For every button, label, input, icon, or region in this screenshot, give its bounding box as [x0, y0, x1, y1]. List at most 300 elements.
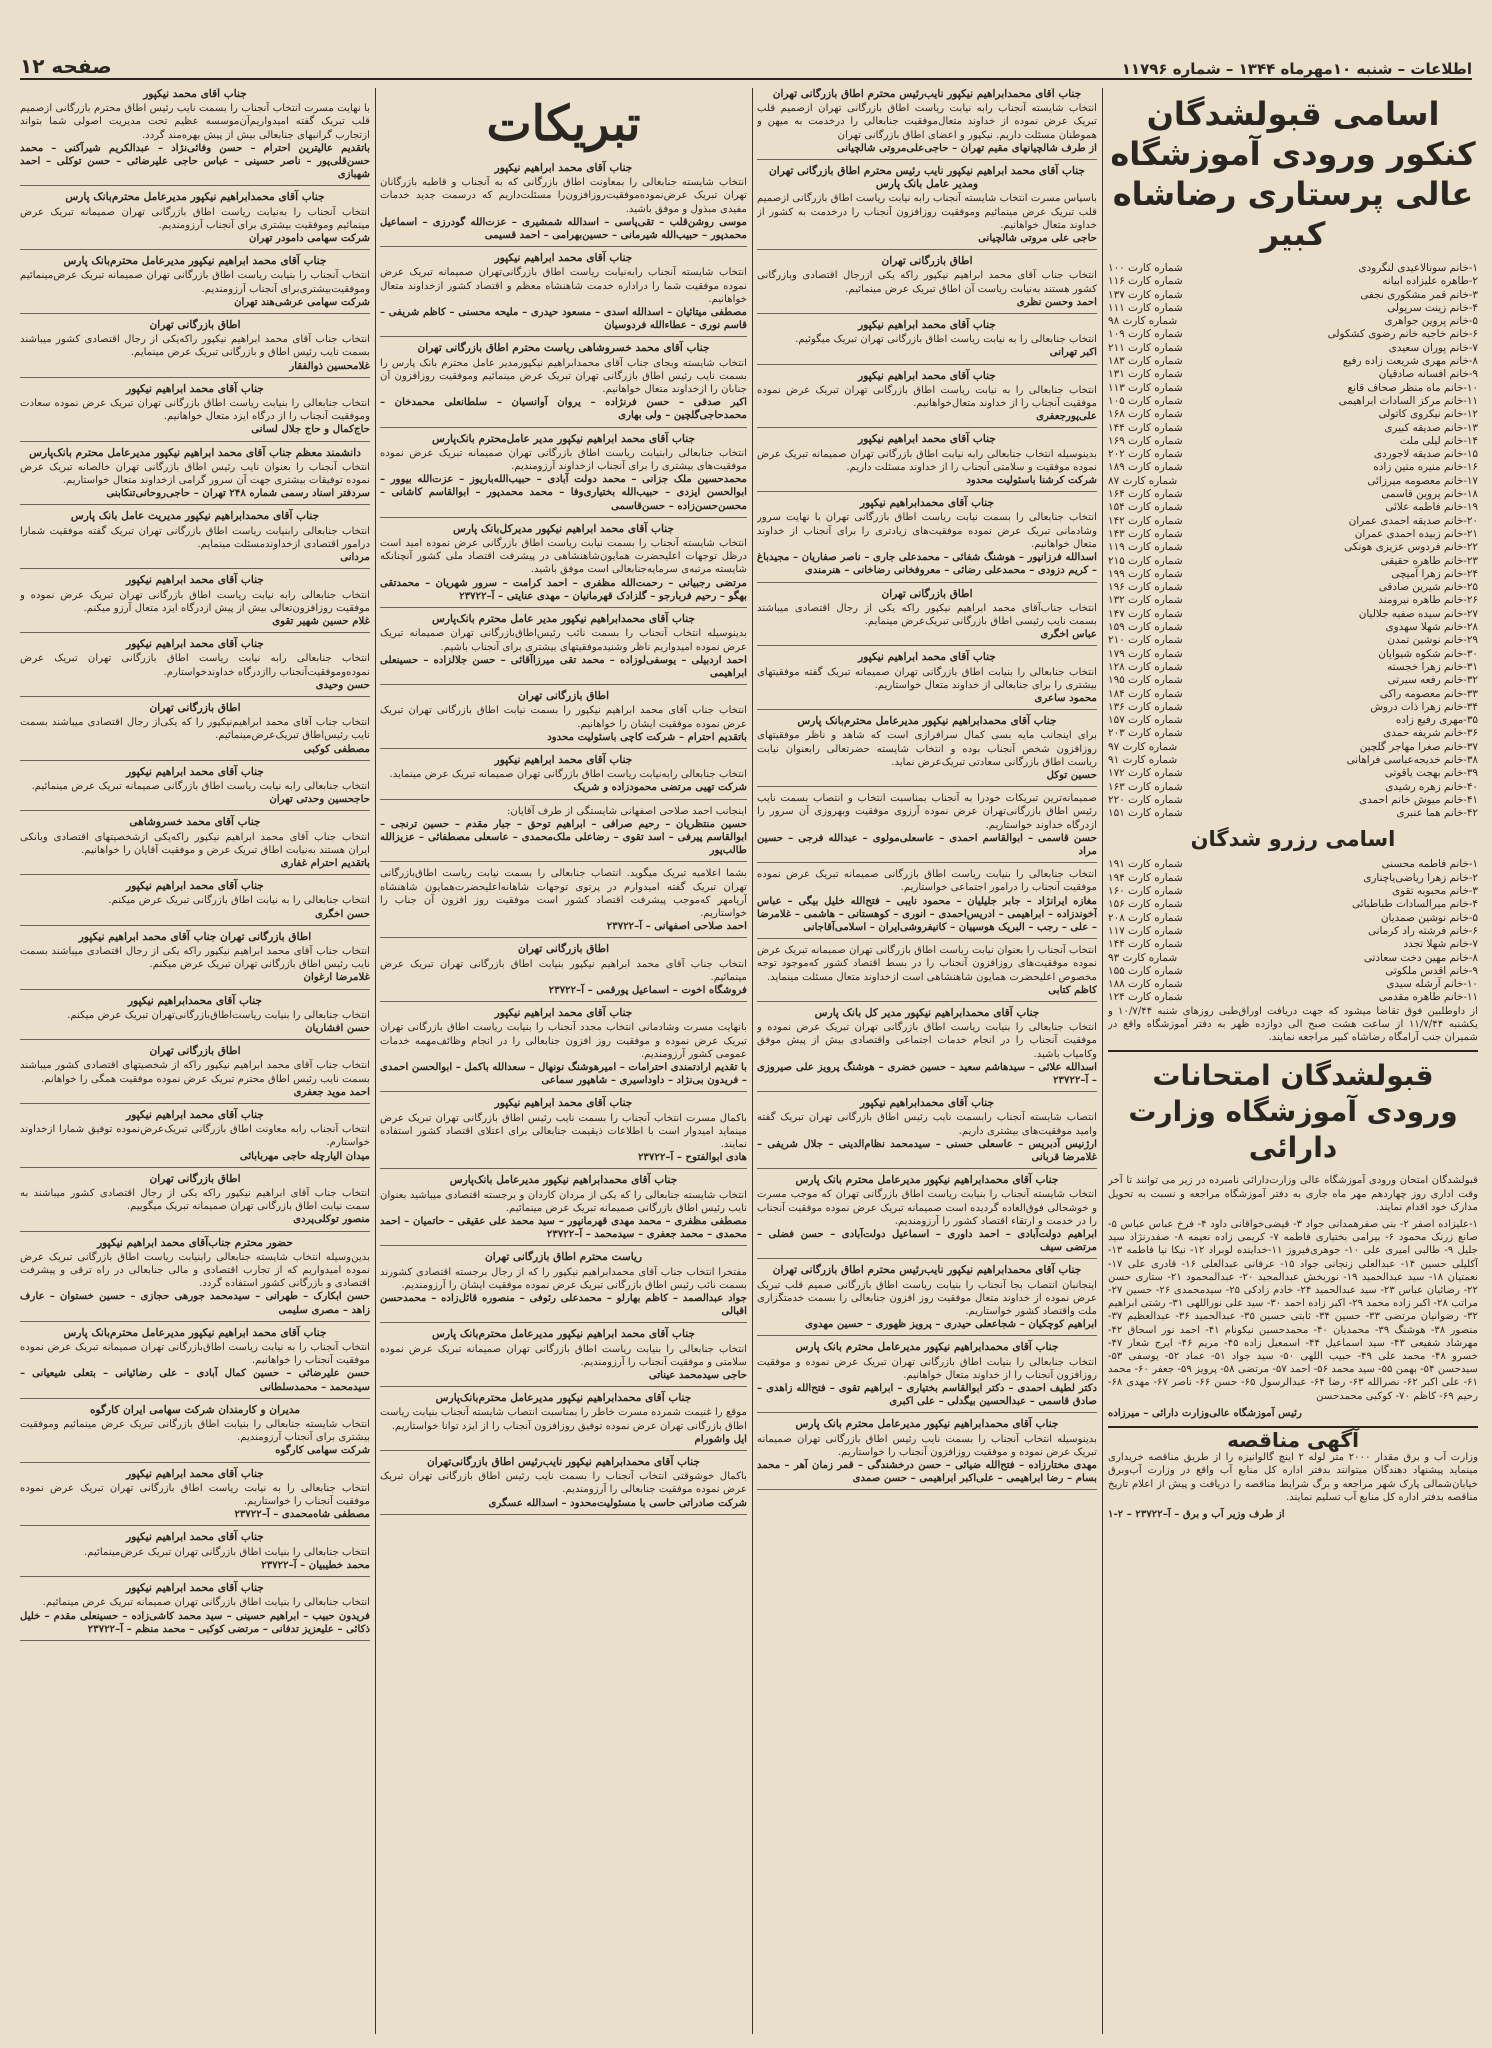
list-item — [1108, 355, 1478, 368]
notice-signatories: سردفتر اسناد رسمی شماره ۲۴۸ تهران – حاجی‌روحانی‌تنکابنی — [106, 487, 370, 500]
notice-body: انتخاب جنابعالی را بنیابت ریاست اطاق بازرگانی تهران تبریک عرض نموده سعادت وموفقیت آنجناب را از درگاه ایزد متعال خواهانیم. — [20, 398, 370, 423]
notice-body: انتخاب جنابعالی را بنیابت اطاق بازرگانی تهران تبریک عرض نموده و موفقیت روزافزون آنجناب را از خداوند متعال خواهانیم. — [757, 1356, 1097, 1381]
notice-signatories: شرکت صادراتی حاسی با مسئولیت‌محدود – اسدالله عسگری — [488, 1496, 747, 1509]
notice-signatories: حسن افشاریان — [305, 1021, 370, 1034]
candidate-name: ۲۲-خانم فردوس عزیزی هونکی — [1344, 541, 1478, 554]
notice-body: انتخاب جناب آقای محمد ابراهیم نیکپور راکه یکی از رجال اقتصادی میباشند بسمت نایب رئیس اطاق بازرگانی تهران تبریک عرض میکنم. — [20, 945, 370, 971]
candidate-name: ۵-خانم نوشین صمدیان — [1380, 911, 1478, 924]
notice-item — [380, 433, 747, 518]
notice-heading: اطاق بازرگانی تهران — [517, 943, 610, 956]
notice-heading: جناب آقای محمد خسروشاهی ریاست محترم اطاق بازرگانی تهران — [417, 342, 710, 355]
notice-item — [757, 1341, 1097, 1413]
card-number: شماره کارت ۹۳ — [1108, 951, 1178, 964]
candidate-name: ۲-خانم زهرا ریاضی‌یاچناری — [1363, 871, 1478, 884]
list-item — [1108, 302, 1478, 315]
list-item — [1108, 262, 1478, 275]
reserve-list — [1108, 858, 1478, 1004]
notice-item — [757, 1174, 1097, 1259]
notice-body: انتخاب جنابعالی رابه نیابت ریاست اطاق بازرگانی تهران تبریک عرض نموده و موفقیت روزافزون‌تعالی بیش از پیش ازدرگاه ایزد متعال آرزو میکنم. — [20, 589, 370, 614]
notice-body: انتخاب شایسته جنابعالی را بمعاونت اطاق بازرگانی که به آنجناب و قاطبه بازرگانان تهران تبریک عرض‌نموده‌موفقیت‌روز‌افزون‌را مسئلت‌داریم که درسمت جدید خدمات مفیدی مبذول و موفق باشید. — [380, 177, 747, 215]
notice-heading: اطاق بازرگانی تهران — [881, 587, 973, 600]
candidate-name: ۸-خانم مهری شریعت زاده رفیع — [1342, 355, 1478, 368]
candidate-name: ۳-خانم قمر مشکوری نجفی — [1360, 288, 1478, 301]
list-item — [1108, 872, 1478, 885]
notice-body: انتخاب جنابعالی را به نیابت ریاست اطاق بازرگانی تهران تبریک عرض نموده موفقیت آنجناب را خواستاریم. — [20, 1482, 370, 1508]
list-item — [1108, 581, 1478, 594]
notice-body: انتخاب آنجناب را به نیابت ریاست اطاق‌بازرگانی تهران صمیمانه تبریک عرض نموده موفقیت آنجناب را خواهانیم. — [20, 1342, 370, 1367]
notice-heading: جناب آقای محمد ابراهیم نیکپور — [126, 1531, 264, 1544]
notice-body: مفتخرا انتخاب جناب آقای محمدابراهیم نیکپور را که از رجال برجسته اقتصادی کشورند بسمت نائب رئیس اطاق بازرگانی تبریک عرض نموده موفقیت ایشان را آرزومندیم. — [380, 1266, 747, 1291]
candidate-name: ۲۱-خانم زبیده احمدی عمران — [1354, 527, 1478, 540]
notice-signatories: شرکت کرشنا باسئولیت محدود — [966, 474, 1097, 487]
candidate-name: ۲۷-خانم سیده صفیه جلالیان — [1358, 607, 1478, 620]
list-item — [1108, 594, 1478, 607]
list-item — [1108, 701, 1478, 714]
notice-heading: جناب آقای محمدابراهیم نیکپور مدیرعامل محترم بانک پارس — [795, 1341, 1059, 1354]
notice-heading: حضور محترم جناب‌آقای محمد ابراهیم نیکپور — [97, 1236, 293, 1249]
notice-signatories: مصطفی مظفری – محمد مهدی قهرمانپور – سید محمد علی عقیقی – حاتمیان – احمد محمدی – محمد جعفری – سیدمحمد – آ–۲۳۷۲۲ — [380, 1215, 747, 1241]
list-item — [1108, 368, 1478, 381]
notice-item — [380, 342, 747, 427]
candidate-name: ۱۲-خانم نیکروی کاتولی — [1378, 408, 1478, 421]
notice-signatories: حاجی سیدمحمد عیناتی — [648, 1369, 747, 1382]
candidate-name: ۳۷-خانم صغرا مهاجر گلچین — [1359, 740, 1478, 753]
notice-item — [20, 1404, 370, 1463]
notice-body: انتخاب جنابعالی را بنیابت ریاست اطاق بازرگانی تهران تبریک عرض نموده و موفقیت آنجناب را در انجام خدمات اجتماعی واقتصادی بیش از پیش موفق وکامیاب باشید. — [757, 1022, 1097, 1060]
notice-body: انتخاب جنابعالی را به نیابت اطاق بازرگانی تبریک عرض میکنم. — [108, 895, 370, 907]
list-item — [1108, 608, 1478, 621]
candidate-name: ۳۵-مهری رفیع زاده — [1395, 714, 1478, 727]
list-item — [1108, 674, 1478, 687]
list-item — [1108, 912, 1478, 925]
notice-heading: جناب آقای محمد نیکپور — [143, 88, 247, 100]
card-number: شماره کارت ۱۵۶ — [1108, 898, 1183, 911]
congratulations-heading: تبریکات — [486, 96, 641, 152]
notice-body: انتخاب شایسته آنجناب رابه‌نیابت ریاست اطاق بازرگانی‌تهران صمیمانه تبریک عرض نموده موفقیت شما را دراداره خدمت شاهنشاه معظم و اقتصاد کشور ازخداوند متعال خواهانیم. — [380, 267, 747, 305]
finance-exam-signature: رئیس آموزشگاه عالی‌وزارت دارائی – میرزاده — [1108, 1406, 1302, 1419]
notice-heading: جناب آقای محمد ابراهیم نیکپور — [126, 1467, 264, 1480]
notice-item — [757, 1007, 1097, 1092]
notice-signatories: مصطفی میتائیان – اسدالله اسدی – مسعود حیدری – ملیحه محسنی – کاظم شریفی – قاسم نوری – عطاءالله فردوسیان — [380, 306, 747, 332]
notice-item — [20, 1173, 370, 1232]
notice-heading: مدیران و کارمندان شرکت سهامی ایران کارگوه — [89, 1403, 301, 1416]
notice-body: انتخاب شایسته جنابعالی را که یکی از مردان کاردان و برجسته اقتصادی میباشید بعنوان نایب رئیس اطاق بازرگانی صمیمانه تبریک عرض مینمائیم. — [380, 1189, 747, 1214]
notice-body: انتخاب جناب‌آقای محمد ابراهیم نیکپور راکه یکی از رجال اقتصادی میباشند بسمت نایب رئیسی اطاق بازرگانی تبریک‌عرض مینمایم. — [757, 602, 1097, 627]
card-number: شماره کارت ۱۸۴ — [1108, 687, 1183, 700]
finance-exam-list: ۱-علیزاده اصفر ۲- بنی صفرهمدانی جواد ۳- قیضی‌خواقانی داود ۴- فرخ عباس عباس ۵- صانع زرنک محمود ۶- بیرامی بختیاری فاطمه ۷- کریمی زاده نعیمه ۸- صفدرنژاد سید جلیل ۹- طالبی امیری علی ۱۰- جوهری‌فیروز ۱۱-خداینده لوبراد ۱۲- نیکا نیا فاطمه ۱۳- آکلیلی حسین ۱۴- عبدالعلی زنجانی جواد ۱۵- عرفانی عبدالعلی ۱۶- قادری علی ۱۷- نعمتیان ۱۸- سید عبدالحمید ۱۹- نوربخش عبدالمجید ۲۰- عبدالمحمود ۲۱- ستاری حسن ۲۲- رضائیان عباس ۲۳- سید عبدالحمید ۲۴- خادم زادکی ۲۵- سیدمحمدی ۲۶- حسین ۲۷- مراتب ۲۸- اکبر زاده محمد ۲۹- اکبر زاده احمد ۳۰- سید علی نوراللهی ۳۱- رشتی ابراهیم ۳۲- رضوانیان مرتضی ۳۳- حسین ۳۴- ثابتی حسین ۳۵- عبدالحمید ۳۶- عبدالعظیم ۳۷- منصور ۳۸- هوشنگ ۳۹- محمدیان ۴۰- محمدحسین نیکونام ۴۱- احمد نور اسحاق ۴۲- مهرشاد شفیعی ۴۳- سید اسماعیل ۴۴- اسمعیل زاده ۴۵- مریم ۴۶- ایرج شعار ۴۷- خسرو ۴۸- محمد علی ۴۹- حبیب اللهی ۵۰- سید جواد ۵۱- عماد ۵۲- یوسفی ۵۳- سیدحسن ۵۴- بهمن ۵۵- سید محمد ۵۶- احمد ۵۷- مرتضی ۵۸- پرویز ۵۹- جعفر ۶۰- محمد ۶۱- علی اکبر ۶۲- نصرالله ۶۳- رضا ۶۴- عبدالرسول ۶۵- حسن ۶۶- ناصر ۶۷- مهدی ۶۸- رحیم ۶۹- کاظم ۷۰- کوکبی محمدحسن — [1108, 1218, 1478, 1402]
notice-heading: اطاق بازرگانی تهران — [149, 319, 241, 332]
list-item — [1108, 925, 1478, 938]
notice-heading: جناب آقای محمدابراهیم نیکپور نایب‌رئیس محترم اطاق بازرگانی تهران — [772, 88, 1082, 100]
notice-item — [20, 638, 370, 697]
notice-signatories: حسن قاسمی – ابوالقاسم احمدی – عاسعلی‌مولوی – عبدالله فرجی – حسین مراد — [757, 831, 1097, 857]
card-number: شماره کارت ۱۱۱ — [1108, 301, 1183, 314]
column-congratulations-3 — [380, 88, 747, 2034]
notice-body: انتخاب جناب آقای محمد ابراهیم نیکپور را بسمت نیابت اطاق بازرگانی تهران تبریک عرض نموده موفقیت ایشان را خواهانیم. — [380, 705, 747, 730]
card-number: شماره کارت ۱۳۱ — [1108, 368, 1183, 381]
notice-signatories: ابراهیم دولت‌آبادی – احمد داوری – اسماعیل دولت‌آبادی – حسن فضلی – مرتضی سیف — [757, 1228, 1097, 1254]
notice-body: بدینوسیله انتخاب آنجناب را بسمت نایب رئیس اطاق بازرگانی تهران صمیمانه تبریک عرض نموده و موفقیت روزافزون آنجناب را خواستاریم. — [757, 1433, 1097, 1458]
notice-body: انتخاب جنابعالی رابنیابت ریاست اطاق بازرگانی تهران صمیمانه تبریک عرض نموده موفقیت‌های بیشتری را برای آنجناب ازخداوند آرزومندیم. — [380, 447, 747, 473]
notice-heading: جناب آقای محمدابراهیم نیکپور نایب‌رئیس اطاق بازرگانی‌تهران — [426, 1456, 701, 1469]
notice-heading: جناب آقای محمدابراهیم نیکپور — [127, 994, 263, 1007]
notice-signatories: احمد وحسن نظری — [1016, 295, 1097, 308]
notice-signatories: غلامحسین ذوالفقار — [289, 359, 370, 372]
notice-body: انتخاب جناب آقای محمد ابراهیم نیکپور راکه‌یکی ازشخصیتهای اقتصادی وبانکی ایران هستند به‌نیابت اطاق تبریک عرض و موفقیت آقایان را خواهانیم. — [20, 831, 370, 856]
card-number: شماره کارت ۱۴۳ — [1108, 527, 1183, 540]
notice-heading: جناب آقای محمد ابراهیم نیکپور مدیرعامل محترم‌بانک پارس — [63, 255, 327, 268]
card-number: شماره کارت ۱۹۶ — [1108, 581, 1183, 594]
card-number: شماره کارت ۱۳۶ — [1108, 700, 1183, 713]
notice-signatories: حاجی علی مروتی شالچیانی — [978, 232, 1097, 245]
notice-signatories: مصطفی شاه‌محمدی – آ–۲۳۷۲۲ — [234, 1508, 370, 1521]
list-item — [1108, 488, 1478, 501]
finance-exam-intro: قبولشدگان امتحان ورودی آموزشگاه عالی وزارت‌دارائی نامبرده در زیر می توانند تا آخر وقت اداری روز چهاردهم مهر ماه جاری به دفتر آموزشگاه مراجعه و نسبت به تحویل مدارک خود اقدام نمایند. — [1108, 1175, 1478, 1213]
card-number: شماره کارت ۲۰۳ — [1108, 727, 1183, 740]
notice-item — [380, 1328, 747, 1387]
list-item — [1108, 541, 1478, 554]
notice-body: بشما اعلامیه تبریک میگوید. انتصاب جنابعالی را بسمت نیابت ریاست اطاق‌بازرگانی تهران تبریک گفته امیدوارم در پرتوی توجهات شاهانه‌اعلیحضرت‌همایون شاهنشاه آریامهر که‌موجب پیشرفت اقتصاد کشور است موفقیت روز افزون آن جناب را خواستاریم. — [380, 868, 747, 919]
notice-item — [757, 433, 1097, 492]
notice-item — [20, 383, 370, 442]
candidate-name: ۹-خانم افسانه صادقیان — [1378, 368, 1478, 381]
congratulations-items — [380, 162, 747, 1515]
candidate-name: ۱-خانم سونالاعیدی لنگرودی — [1358, 262, 1478, 274]
notice-item — [20, 702, 370, 761]
candidate-name: ۱۴-خانم لیلی ملت — [1399, 434, 1478, 447]
notice-signatories: غلام حسین شهیر تقوی — [272, 614, 370, 627]
notice-heading: جناب آقای محمدابراهیم نیکپور مدیر کل بانک پارس — [814, 1006, 1040, 1019]
reserve-note: از داوطلبین فوق تقاضا میشود که جهت دریافت اوراق‌طبی روزهای شنبه ۱۰/۷/۴۴ و یکشنبه ۱۱/۷/۴۴ از ساعت هشت صبح الی دوازده ظهر به دفتر آموزشگاه واقع در شمیران جنب آرامگاه رضاشاه کبیر مراجعه نمایند. — [1108, 1005, 1478, 1044]
notice-body: انتخاب جنابعالی رابنیابت ریاست اطاق بازرگانی تهران تبریک گفته موفقیت شمارا درامور اقتصادی ازخداوند‌مسئلت مینمایم. — [20, 525, 370, 550]
notice-heading: جناب آقای محمدابراهیم نیکپور مدیرعامل محترم بانک پارس — [795, 1174, 1059, 1187]
notice-item — [380, 867, 747, 938]
notice-signatories: حسین توکل — [1046, 768, 1097, 781]
notice-heading: ریاست محترم اطاق بازرگانی تهران — [484, 1251, 643, 1264]
list-item — [1108, 555, 1478, 568]
notice-signatories: کاظم کتابی — [1048, 983, 1097, 996]
candidate-name: ۱۹-خانم فاطمه علائی — [1385, 501, 1478, 514]
candidate-name: ۳۴-خانم زهرا ذات دروش — [1370, 700, 1478, 713]
notice-body: انتخاب جنابعالی را به نیابت ریاست اطاق بازرگانی تهران تبریک عرض نموده موفقیت آنجناب را از خداوند متعال‌خواهانیم. — [757, 384, 1097, 410]
notice-signatories: از طرف شالچیانهای مقیم تهران – حاجی‌علی‌مروتی شالچیانی — [836, 141, 1097, 154]
card-number: شماره کارت ۲۱۱ — [1108, 341, 1183, 354]
notice-heading: جناب آقای محمد ابراهیم نیکپور — [494, 162, 633, 174]
candidate-name: ۵-خانم پروین جواهری — [1384, 315, 1478, 328]
notice-body: موقع را غنیمت شمرده مسرت خاطر را بمناسبت انتصاب شایسته آنجناب بنیابت ریاست اطاق بازرگانی تهران عرض نموده توفیق روزافزون آنجناب را از ایزد توانا خواستاریم. — [380, 1407, 747, 1432]
card-number: شماره کارت ۲۰۸ — [1108, 911, 1183, 924]
list-item — [1108, 315, 1478, 328]
column-rule — [375, 88, 376, 2034]
card-number: شماره کارت ۱۶۳ — [1108, 780, 1183, 793]
notice-heading: جناب آقای محمد ابراهیم نیکپور — [494, 252, 633, 265]
notice-signatories: مهدی مختارزاده – فتح‌الله ضیائی – حسن درخشندگی – قمر زمان آهر – محمد بسام – رضا ابراهیمی – علی‌اکبر ابراهیمی – حسن صمدی — [757, 1459, 1097, 1485]
list-item — [1108, 781, 1478, 794]
notice-body: انتخاب آنجناب را بعنوان نایب رئیس اطاق بازرگانی تهران خالصانه تبریک عرض نموده توفیقات بیشتری جهت آن سرور گرامی ازخداوند متعال خواستاریم. — [20, 461, 370, 487]
notice-item — [757, 319, 1097, 365]
notice-body: بانهایت مسرت وشادمانی انتخاب مجدد آنجناب را بنیابت ریاست اطاق بازرگانی تهران تبریک عرض نموده و موفقیت روز افزون جنابعالی را در انجام وظائف‌مهمه خدمات عمومی کشور آرزومندیم. — [380, 1022, 747, 1060]
notice-item — [20, 766, 370, 812]
candidate-name: ۲۵-خانم شیرین صادقی — [1378, 581, 1478, 594]
notice-heading: جناب آقای محمدابراهیم نیکپور — [859, 497, 995, 510]
tender-ad-body: وزارت آب و برق مقدار ۲۰۰۰ متر لوله ۲ اینچ گالوانیزه را از طریق مناقصه خریداری مینماید پیشنهاد دهندگان میتوانند بدفتر اداره کل منابع آب واقع در وزارت آب‌وبرق خیابان‌شمالی پارک شهر مراجعه و برگ شرایط مناقصه را دریافت و پیش از اعلام تاریخ مناقصه بدفتر اداره کل منابع آب تسلیم نمایند. — [1108, 1452, 1478, 1503]
notice-signatories: باتقدیم احترام غفاری — [280, 856, 370, 869]
notice-signatories: فروشگاه اخوت – اسماعیل پورقمی – آ–۲۳۷۲۲ — [548, 983, 747, 996]
notice-item — [757, 255, 1097, 314]
column-congratulations-2 — [757, 88, 1097, 2034]
notice-body: انتصاب شایسته آنجناب رابسمت نایب رئیس اطاق بازرگانی تهران تبریک گفته وامید موفقیت‌های بیشتری داریم. — [757, 1112, 1097, 1137]
notice-signatories: عباس اخگری — [1040, 628, 1097, 641]
list-item — [1108, 528, 1478, 541]
notice-item — [20, 1109, 370, 1168]
column-congratulations-4 — [20, 88, 370, 2034]
notice-item — [20, 88, 370, 186]
card-number: شماره کارت ۱۴۲ — [1108, 514, 1183, 527]
card-number: شماره کارت ۱۹۴ — [1108, 871, 1183, 884]
candidate-name: ۳۹-خانم بهجت یاقوتی — [1384, 767, 1478, 780]
card-number: شماره کارت ۱۵۱ — [1108, 807, 1183, 820]
list-item — [1108, 767, 1478, 780]
candidate-name: ۳۲-خانم رفعه سیرتی — [1387, 674, 1478, 687]
notice-body: انتخاب جنابعالی رابه نیابت ریاست اطاق بازرگانی تهران تبریک عرض نموده‌وموفقیت‌آنجناب راازدرگاه خداوندخواستارم. — [20, 653, 370, 678]
card-number: شماره کارت ۱۷۹ — [1108, 647, 1183, 660]
notice-heading: جناب آقای محمد ابراهیم نیکپور — [126, 638, 264, 651]
notice-heading: اطاق بازرگانی تهران — [517, 690, 610, 703]
notice-signatories: احمد موید جعفری — [293, 1085, 370, 1098]
notice-signatories: میدان الیارچله حاجی مهربابائی — [239, 1149, 370, 1162]
card-number: شماره کارت ۱۲۸ — [1108, 660, 1183, 673]
card-number: شماره کارت ۱۴۴ — [1108, 421, 1183, 434]
notice-body: انتخاب آنجناب را بنیابت ریاست اطاق بازرگانی تهران صمیمانه تبریک عرض‌مینمائیم وموفقیت‌بیشتری‌برای آنجناب آرزومندیم. — [20, 270, 370, 295]
card-number: شماره کارت ۱۳۷ — [1108, 288, 1183, 301]
notice-item — [20, 1468, 370, 1527]
candidate-name: ۲۴-خانم زهرا آمیچی — [1391, 567, 1478, 580]
nursing-admissions-title: اسامی قبولشدگان کنکور ورودی آموزشگاه عالی پرستاری رضاشاه کبیر — [1110, 95, 1476, 253]
notice-heading: جناب آقای محمدابراهیم نیکپور مدیرعامل محترم‌بانک پارس — [65, 191, 325, 204]
candidate-name: ۱۰-خانم آرشله سیدی — [1386, 978, 1478, 991]
notice-heading: اطاق بازرگانی تهران — [881, 255, 973, 268]
notice-heading: جناب آقای محمدابراهیم نیکپور مدیرعامل محترم‌بانک‌پارس — [435, 1392, 692, 1405]
card-number: شماره کارت ۹۸ — [1108, 315, 1178, 328]
tender-ad-title: آگهی مناقصه — [1227, 1428, 1359, 1452]
tender-ad-signature: از طرف وزیر آب و برق – آ–۲۳۷۲۲ – ۲-۱ — [1108, 1508, 1285, 1521]
notice-item — [757, 944, 1097, 1002]
candidate-name: ۲۳-خانم طاهره حقیقی — [1380, 554, 1478, 567]
card-number: شماره کارت ۲۱۰ — [1108, 634, 1183, 647]
candidate-name: ۴۱-خانم میوش خانم احمدی — [1358, 793, 1478, 806]
card-number: شماره کارت ۱۳۲ — [1108, 594, 1183, 607]
notice-signatories: اسدالله فرزانپور – هوشنگ شفائی – محمدعلی جاری – ناصر صفاریان – مجید‌باغ – کریم دزودی – محمدعلی رضائی – معروفخانی رضاخانی – هنرمندی — [757, 551, 1097, 577]
notice-item — [380, 690, 747, 749]
list-item — [1108, 422, 1478, 435]
notice-item — [380, 943, 747, 1002]
list-item — [1108, 858, 1478, 871]
notice-heading: جناب آقای محمد ابراهیم نیکپور — [126, 1582, 264, 1595]
notice-signatories: محمود ساعری — [1034, 691, 1097, 704]
notice-item — [20, 880, 370, 926]
notice-item — [20, 574, 370, 633]
notice-item — [380, 1456, 747, 1515]
candidate-name: ۱۱-خانم طاهره مقدمی — [1378, 991, 1478, 1004]
card-number: شماره کارت ۱۶۰ — [1108, 885, 1183, 898]
notice-signatories: هادی ابوالفتوح – آ–۲۳۷۲۲ — [638, 1151, 747, 1164]
notice-body: انتخاب شایسته آنجناب را بسمت نیابت ریاست اطاق بازرگانی عرض نموده امید است درظل توجهات اعلیحضرت همایون‌شاهنشاهی در پیشرفت اقتصاد ملی کشور آنچنانکه شایسته مرتبه‌ی سرمایه‌جنابعالی است موفق باشید. — [380, 538, 747, 576]
list-item — [1108, 952, 1478, 965]
candidate-name: ۱۵-خانم صدیقه لاجوردی — [1373, 448, 1478, 461]
list-item — [1108, 978, 1478, 991]
notice-body: انتخاب جنابعالی را بنیابت ریاست اطاق بازرگانی صمیمانه تبریک عرض نموده موفقیت آنجناب را درامور اجتماعی خواستاریم. — [757, 869, 1097, 894]
list-item — [1108, 342, 1478, 355]
notice-body: انتخاب شایسته آنجناب رابه نیابت ریاست اطاق بازرگانی تهران ازصمیم قلب تبریک عرض نموده از خداوند متعال‌موفقیت جنابعالی را درخدمت به میهن و هموطنان مسئلت داریم. نیکپور و اعضای اطاق بازرگانی تهران — [757, 103, 1097, 141]
card-number: شماره کارت ۱۵۴ — [1108, 501, 1183, 514]
notice-heading: جناب آقای محمدابراهیم نیکپور مدیر عامل محترم بانک‌پارس — [431, 613, 695, 626]
notice-item — [380, 1174, 747, 1246]
notice-heading: اطاق بازرگانی تهران — [149, 1045, 241, 1058]
notice-body: انتخاب جنابعالی رابه‌نیابت ریاست اطاق بازرگانی تهران صمیمانه تبریک عرض مینماید. — [389, 769, 747, 781]
card-number: شماره کارت ۲۱۵ — [1108, 554, 1183, 567]
notice-signatories: دکتر لطیف احمدی – دکتر ابوالقاسم بختیاری – ابراهیم تقوی – فتح‌الله زاهدی – صادق قاسمی – عبدالحسین بیگدلی – علی اکبری — [757, 1382, 1097, 1408]
notice-body: انتخاب جناب آقای محمد ابراهیم نیکپور راکه از شخصیتهای اقتصادی کشور میباشند بسمت نایب رئیس اطاق محترم تبریک عرض نموده موفقیت همگی را خواهانم. — [20, 1060, 370, 1085]
notice-signatories: حسین منتظریان – رحیم صرافی – ابراهیم توحق – جبار مقدم – حسین ترنجی – ابوالقاسم پیرفی – اسد تقوی – رضاعلی ملک‌محمدی – عاسعلی مصطفائی – عزیزالله طالب‌پور — [380, 817, 747, 857]
list-item — [1108, 898, 1478, 911]
notice-body: بدینوسیله انتخاب آنجناب را بسمت نائب رئیس‌اطاق‌بازرگانی تهران صمیمانه تبریک عرض نموده امیدواریم ناظر وشنیدموفقیتهای بیشتری برای آنجناب باشیم. — [380, 628, 747, 653]
notice-heading: جناب آقای محمد ابراهیم نیکپور — [126, 574, 264, 587]
notice-heading: جناب آقای محمد خسروشاهی — [129, 816, 261, 829]
notice-body: انتخاب جنابعالی را بسمت نیابت ریاست اطاق بازرگانی تهران با نهایت سرور وشادمانی تبریک عرض نموده موفقیت‌های زیادتری را برای آنجناب از خداوند متعال خواهانیم. — [757, 512, 1097, 550]
notice-item — [20, 447, 370, 506]
notice-signatories: شرکت سهامی عرشی‌هند تهران — [234, 295, 370, 308]
notice-signatories: جواد عبدالصمد – کاظم بهارلو – محمدعلی رئوفی – منصوره قائل‌زاده – محمدحسن اقبالی — [380, 1292, 747, 1318]
list-item — [1108, 938, 1478, 951]
card-number: شماره کارت ۱۴۴ — [1108, 938, 1183, 951]
candidate-name: ۲۹-خانم نوشین تمدن — [1387, 634, 1478, 647]
notice-signatories: حسن ابکارک – طهرانی – سیدمحمد جورهی حجازی – حسین خستوان – عارف زاهد – مصری سلیمی — [20, 1290, 370, 1316]
notice-body: انتخاب جنابعالی را بنیابت اطاق بازرگانی تهران صمیمانه تبریک گفته موفقیتهای بیشتری را برای جنابعالی از خداوند متعال خواستاریم. — [757, 666, 1097, 691]
list-item — [1108, 568, 1478, 581]
notice-item — [20, 1045, 370, 1104]
notice-signatories: مغازه ایرانژاد – جابر جلیلیان – محمود نایبی – فتح‌الله خلیل بیگی – عباس آخوندزاده – ابراهیمی – ادریس‌احمدی – انوری – کوهستانی – هاشمی – غلامرضا – علی – رجب – البریک هوسپیان – کانیفروشی‌ایران – اسلامی‌آقاجانی — [757, 894, 1097, 933]
notice-item — [20, 931, 370, 990]
notice-signatories: اسدالله علائی – سیدهاشم سعید – حسین خضری – هوشنگ پرویز علی صیروزی – آ–۲۳۷۲۲ — [757, 1060, 1097, 1086]
notice-body: باسپاس مسرت انتخاب شایسته آنجناب رابه نیابت ریاست اطاق بازرگانی ازصمیم قلب تبریک عرض مینمائیم وموفقیت روزافزون آنجناب را درخدمت به کشور از خداوند متعال خواهانیم. — [757, 193, 1097, 231]
candidate-name: ۶-خانم خاجیه خانم رضوی کشکولی — [1327, 328, 1478, 341]
notice-body: انتخاب جنابعالی را بنیابت ریاست اطاق بازرگانی تهران صمیمانه تبریک عرض نموده سلامتی و موفقیت آنجناب را آرزومندیم. — [380, 1343, 747, 1368]
list-item — [1108, 794, 1478, 807]
candidate-name: ۲۸-خانم شهلا سهدوی — [1385, 621, 1478, 634]
notice-item — [380, 1097, 747, 1169]
card-number: شماره کارت ۱۹۹ — [1108, 567, 1183, 580]
card-number: شماره کارت ۱۸۳ — [1108, 355, 1183, 368]
notice-heading: جناب آقای محمد ابراهیم نیکپور — [126, 382, 264, 395]
notice-signatories: با تقدیم ارادتمندی احترامات – امیرهوشنگ نونهال – سعدالله باکمل – ابوالحسن احمدی – فریدون بی‌نژاد – داوداسیری – شاهپور سماعی — [380, 1060, 747, 1087]
notice-item — [757, 370, 1097, 429]
notice-signatories: حسن وحیدی — [315, 678, 370, 691]
candidate-name: ۳۸-خانم خدیجه‌عباسی فراهانی — [1346, 753, 1478, 766]
notice-heading: جناب آقای محمدابراهیم نیکپور نایب‌رئیس محترم اطاق بازرگانی تهران — [772, 1264, 1082, 1277]
notice-item — [380, 613, 747, 685]
notice-item — [757, 1264, 1097, 1336]
card-number: شماره کارت ۱۹۵ — [1108, 674, 1183, 687]
notice-item — [20, 1531, 370, 1577]
candidate-name: ۲۰-خانم صدیقه احمدی عمران — [1348, 514, 1478, 527]
notice-item — [380, 162, 747, 247]
notice-signatories: علی‌پورجعفری — [1036, 410, 1097, 423]
notice-body: انتخاب جناب آقای محمد ابراهیم‌نیکپور را که یکی‌از رجال اقتصادی میباشند بسمت نایب رئیس‌اطاق تبریک‌عرض‌مینمائیم. — [20, 717, 370, 742]
notice-signatories: اکبر صدقی – حسن فرنژاده – یروان آوانسیان – سلطانعلی محمدخان – محمدحاجی‌گلچین – ولی بهاری — [380, 396, 747, 422]
notice-signatories: ابراهیم کوچکیان – شجاععلی حیدری – پرویز ظهوری – حسین مهدوی — [805, 1318, 1097, 1331]
list-item — [1108, 328, 1478, 341]
reserve-title: اسامی رزرو شدگان — [1190, 827, 1396, 852]
card-number: شماره کارت ۱۰۹ — [1108, 328, 1183, 341]
notice-signatories: حاجحسین وحدتی تهران — [269, 793, 370, 806]
list-item — [1108, 754, 1478, 767]
notice-signatories: فریدون حبیب – ابراهیم حسینی – سید محمد کاشی‌زاده – حسینعلی مقدم – خلیل ذکائی – علیعزیز تدفانی – مرتضی کوکبی – محمد منظم – آ–۲۳۷۲۲ — [20, 1609, 370, 1635]
list-item — [1108, 448, 1478, 461]
card-number: شماره کارت ۱۷۲ — [1108, 767, 1183, 780]
notice-body: بدین‌وسیله انتخاب شایسته جنابعالی رابنیابت ریاست اطاق بازرگانی تبریک عرض نموده امیدواریم که از تجارب اقتصادی و مالی جنابعالی در راه ترقی و پیشرفت اقتصادی و بازرگانی کشور استفاده گردد. — [20, 1251, 370, 1290]
notice-item — [757, 868, 1097, 939]
card-number: شماره کارت ۱۵۷ — [1108, 714, 1183, 727]
notice-body: با نهایت مسرت انتخاب آنجناب را بسمت نایب رئیس اطاق محترم بازرگانی ازصمیم قلب تبریک گفته امیدواریم‌آن‌موسسه عظیم تحت مدیریت اصولی شما بتواند ازتجارب گرانبهای جنابعالی بیش از پیش بهره‌مند گردد. — [20, 103, 370, 141]
notice-heading: اطاق بازرگانی تهران — [149, 1172, 241, 1185]
notice-body: انتخاب شایسته جنابعالی را بنیابت اطاق بازرگانی تبریک عرض مینمائیم وموفقیت بیشتری برای آنجناب آرزومندیم. — [20, 1419, 370, 1444]
finance-exam-title: قبولشدگان امتحانات ورودی آموزشگاه وزارت دارائی — [1128, 1059, 1458, 1165]
notice-item — [380, 1392, 747, 1451]
notice-heading: جناب آقای محمد ابراهیم نیکپور مدیر عامل‌محترم بانک‌پارس — [431, 432, 695, 445]
card-number: شماره کارت ۱۶۸ — [1108, 408, 1183, 421]
card-number: شماره کارت ۱۰۵ — [1108, 394, 1183, 407]
notice-item — [757, 165, 1097, 250]
column-rule — [1102, 88, 1103, 2034]
notice-body: انتخاب جناب آقای محمد ابراهیم نیکپور بنیابت اطاق بازرگانی تهران تبریک عرض مینمائیم. — [380, 958, 747, 983]
card-number: شماره کارت ۲۲۰ — [1108, 793, 1183, 806]
notice-signatories: محمدحسین ملک جزانی – محمد دولت آبادی – حبیب‌الله‌باریوز – عزت‌الله بیوور – ابوالحسن ایزدی – حبیب‌الله بختیاری‌وفا – محمد محمدپور – ابوالقاسم کاشانی – محسن‌حسن‌زاده – حسن‌قاسمی — [380, 473, 747, 512]
notice-heading: اطاق بازرگانی تهران جناب آقای محمد ابراهیم نیکپور — [78, 930, 312, 943]
list-item — [1108, 435, 1478, 448]
notice-item — [20, 1237, 370, 1322]
notice-body: انتخاب جنابعالی را به نیابت ریاست اطاق بازرگانی تهران تبریک میگوئیم. — [795, 334, 1097, 346]
notice-heading: جناب آقای محمد ابراهیم نیکپور — [494, 1007, 633, 1020]
notice-signatories: مصطفی کوکبی — [303, 742, 370, 755]
notice-item — [757, 651, 1097, 710]
notice-body: بدینوسیله انتخاب جنابعالی رابه نیابت اطاق بازرگانی تهران صمیمانه تبریک عرض نموده موفقیت و سلامتی آنجناب را از خداوند مسئلت داریم. — [757, 448, 1097, 473]
notice-item — [380, 754, 747, 800]
notice-body: انتخاب جنابعالی را بنیابت ریاست‌اطاق‌بازرگانی‌تهران تبریک عرض میکنم. — [67, 1009, 370, 1021]
candidate-name: ۱۶-خانم منیره متین زاده — [1373, 461, 1478, 474]
candidate-name: ۳۶-خانم شریفه حمدی — [1383, 727, 1478, 740]
notice-body: باکمال مسرت انتخاب آنجناب را بسمت نایب رئیس اطاق بازرگانی تهران تبریک عرض مینماید امیدوار است با اطلاعات ذیقیمت جنابعالی برای اعتلای اقتصاد کشور استفاده نمایند. — [380, 1112, 747, 1150]
card-number: شماره کارت ۱۹۱ — [1108, 858, 1183, 871]
list-item — [1108, 727, 1478, 740]
candidate-name: ۱۷-خانم معصومه میرزائی — [1367, 474, 1478, 487]
notice-item — [757, 497, 1097, 582]
candidate-name: ۱۰-خانم ماه منظر صحاف قانع — [1347, 381, 1478, 394]
notice-heading: جناب آقای محمدابراهیم نیکپور مدیرعامل محترم بانک پارس — [795, 1418, 1059, 1431]
notice-item — [20, 510, 370, 569]
card-number: شماره کارت ۱۵۵ — [1108, 964, 1183, 977]
notice-heading: جناب آقای محمد ابراهیم نیکپور — [126, 765, 264, 778]
list-item — [1108, 461, 1478, 474]
notice-signatories: محمد خطیبیان – آ–۲۳۷۲۲ — [261, 1558, 370, 1571]
list-item — [1108, 382, 1478, 395]
candidate-name: ۲-طاهره علیزاده ابیانه — [1382, 275, 1478, 288]
notice-signatories: احمد صلاحی اصفهانی – آ–۲۳۷۲۲ — [606, 920, 747, 933]
notice-heading: جناب آقای محمد ابراهیم نیکپور مدیرعامل محترم‌بانک پارس — [63, 1326, 327, 1339]
list-item — [1108, 475, 1478, 488]
notice-signatories: ارژنیس آدبریس – عاسعلی حسنی – سیدمحمد نظام‌الدینی – جلال شریفی – غلامرضا قربانی — [757, 1137, 1097, 1164]
card-number: شماره کارت ۱۸۸ — [1108, 978, 1183, 991]
notice-body: انتخاب آنجناب را بعنوان نیابت ریاست اطاق بازرگانی تهران صمیمانه تبریک عرض نموده موفقیت‌های روزافزون آنجناب را در بسط اقتصاد کشور که‌موجود توجه مخصوص اعلیحضرت همایون شاهنشاهی است ازخداوند متعال مسئلت مینماید. — [757, 945, 1097, 983]
